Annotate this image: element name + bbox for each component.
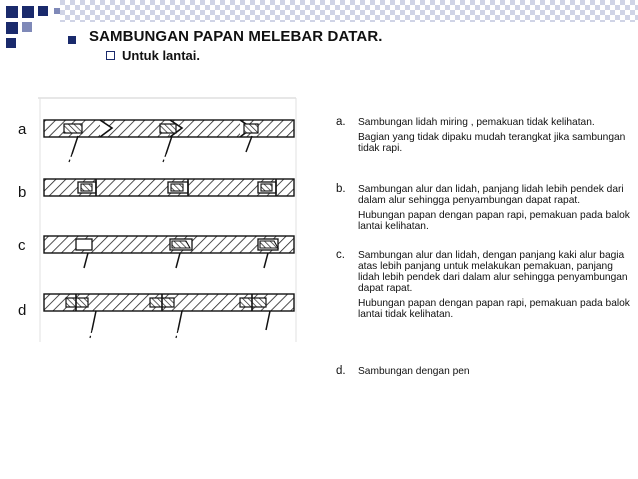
filled-square-icon	[68, 36, 76, 44]
diagram-label-c: c	[18, 237, 26, 254]
item-paragraph: Hubungan papan dengan papan rapi, pemakuan pada balok lantai tidak kelihatan.	[358, 298, 630, 320]
joint-diagram	[0, 96, 305, 346]
item-paragraph: Hubungan papan dengan papan rapi, pemakuan pada balok lantai kelihatan.	[358, 210, 630, 232]
item-marker: d.	[336, 365, 346, 377]
decor-square	[6, 38, 16, 48]
diagram-label-d: d	[18, 302, 27, 319]
item-paragraph: Bagian yang tidak dipaku mudah terangkat jika sambungan tidak rapi.	[358, 132, 626, 154]
item-c	[336, 250, 636, 320]
item-b	[336, 184, 636, 232]
decor-square	[22, 6, 34, 18]
item-marker: a.	[336, 116, 346, 128]
hollow-square-icon	[106, 51, 115, 60]
board-row-c	[44, 236, 294, 268]
decor-square	[38, 6, 48, 16]
decor-square	[6, 6, 18, 18]
item-d	[336, 366, 636, 377]
board-row-a	[44, 120, 294, 162]
item-paragraph: Sambungan alur dan lidah, panjang lidah lebih pendek dari dalam alur sehingga penyambungan dapat rapat.	[358, 184, 624, 206]
item-paragraph: Sambungan alur dan lidah, dengan panjang kaki alur bagia atas lebih panjang untuk melakukan pemakuan, panjang lidah lebih pendek dari dalam alur sehingga penyambungan dapat rapat.	[358, 250, 628, 294]
checker-band	[60, 0, 638, 22]
diagram-label-b: b	[18, 184, 27, 201]
diagram-label-a: a	[18, 121, 27, 138]
board-row-b	[44, 179, 294, 196]
decor-square	[22, 22, 32, 32]
item-a	[336, 117, 636, 154]
item-paragraph: Sambungan dengan pen	[358, 366, 470, 377]
item-marker: b.	[336, 183, 346, 195]
slide-title: SAMBUNGAN PAPAN MELEBAR DATAR.	[89, 28, 383, 45]
slide-subtitle: Untuk lantai.	[122, 48, 201, 63]
item-paragraph: Sambungan lidah miring , pemakuan tidak kelihatan.	[358, 117, 595, 128]
item-marker: c.	[336, 249, 345, 261]
board-row-d	[44, 294, 294, 338]
decor-square	[6, 22, 18, 34]
